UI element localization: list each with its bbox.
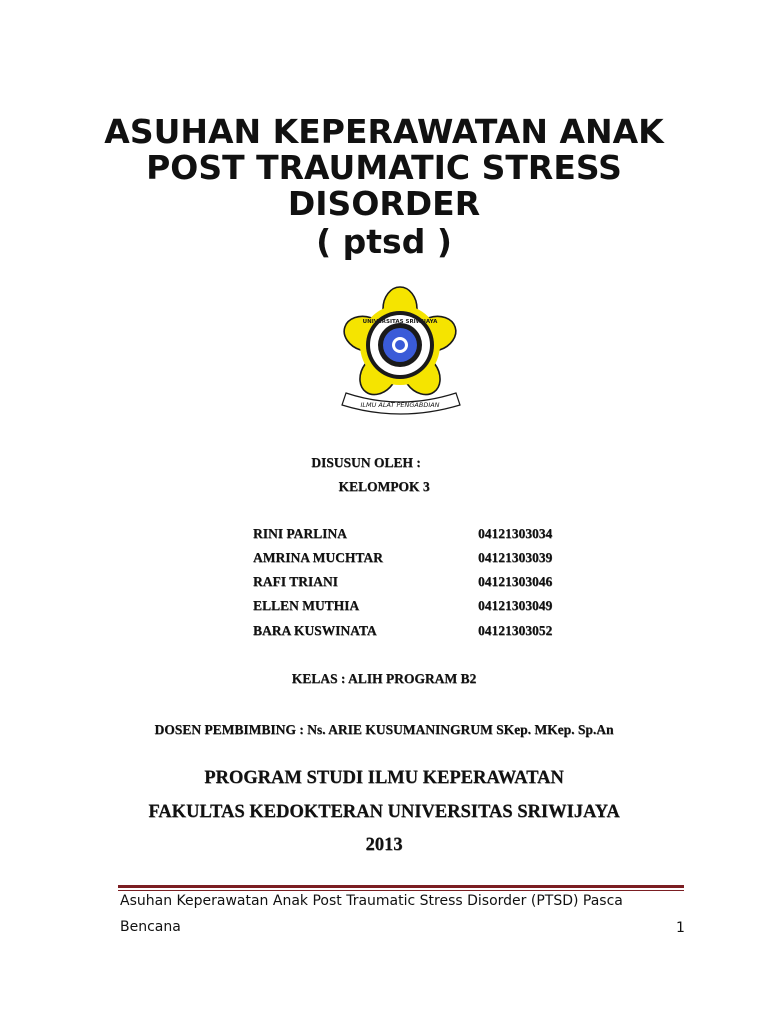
- member-nim: 04121303052: [478, 623, 553, 638]
- year: 2013: [365, 835, 403, 855]
- university-logo: [332, 283, 469, 417]
- footer-text-line-2: Bencana: [120, 919, 181, 935]
- member-nim: 04121303039: [478, 550, 553, 565]
- title-line-2: POST TRAUMATIC STRESS: [146, 148, 622, 187]
- member-name: RINI PARLINA: [253, 526, 347, 541]
- title-line-3: DISORDER: [287, 184, 481, 223]
- page-number: 1: [676, 920, 685, 936]
- footer-text-line-1: Asuhan Keperawatan Anak Post Traumatic Stress Disorder (PTSD) Pasca: [120, 893, 623, 909]
- logo-ring-text: UNIVERSITAS SRIWIJAYA: [362, 319, 438, 325]
- program-name: PROGRAM STUDI ILMU KEPERAWATAN: [204, 768, 564, 788]
- group-label: KELOMPOK 3: [338, 479, 430, 494]
- member-name: RAFI TRIANI: [253, 574, 338, 589]
- class-label: KELAS : ALIH PROGRAM B2: [291, 671, 477, 686]
- title-line-1: ASUHAN KEPERAWATAN ANAK: [104, 112, 664, 151]
- member-name: AMRINA MUCHTAR: [253, 550, 383, 565]
- title-line-4: ( ptsd ): [316, 222, 452, 261]
- member-nim: 04121303046: [478, 574, 553, 589]
- member-nim: 04121303049: [478, 598, 553, 613]
- member-nim: 04121303034: [478, 526, 553, 541]
- supervisor-label: DOSEN PEMBIMBING : Ns. ARIE KUSUMANINGRUM SKep. MKep. Sp.An: [154, 722, 614, 737]
- authors-heading: DISUSUN OLEH :: [311, 455, 421, 470]
- member-name: BARA KUSWINATA: [253, 623, 377, 638]
- logo-ribbon-text: ILMU ALAT PENGABDIAN: [360, 401, 440, 409]
- member-name: ELLEN MUTHIA: [253, 598, 360, 613]
- footer-rule-thick: [118, 885, 684, 888]
- faculty-name: FAKULTAS KEDOKTERAN UNIVERSITAS SRIWIJAYA: [148, 802, 620, 822]
- footer-rule-thin: [118, 890, 684, 891]
